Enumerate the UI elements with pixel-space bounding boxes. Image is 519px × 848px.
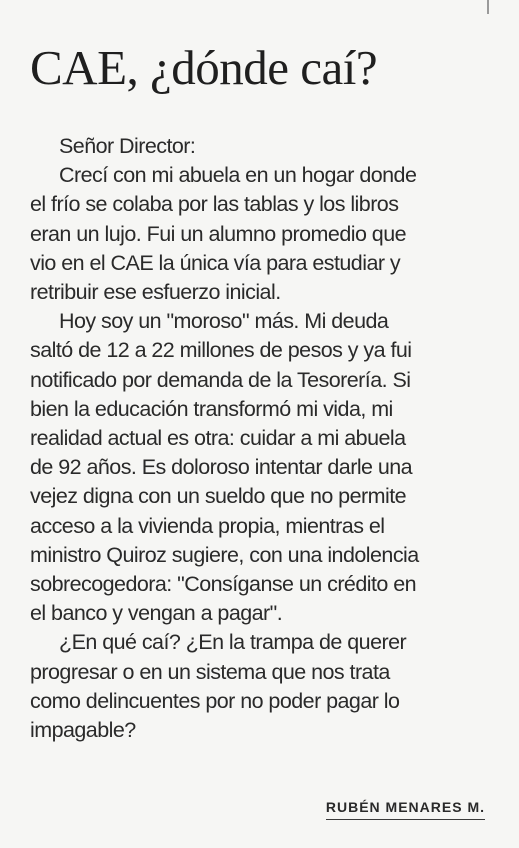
letter-line: vio en el CAE la única vía para estudiar y [30, 250, 401, 275]
letter-line: impagable? [30, 718, 136, 743]
letter-line: ministro Quiroz sugiere, con una indolencia [30, 542, 419, 567]
letter-line: eran un lujo. Fui un alumno promedio que [30, 221, 407, 246]
letter-signature: RUBÉN MENARES M. [326, 799, 485, 820]
letter-line: de 92 años. Es doloroso intentar darle una [30, 455, 413, 480]
letter-line: notificado por demanda de la Tesorería. Si [30, 367, 411, 392]
letter-line: saltó de 12 a 22 millones de pesos y ya fui [30, 338, 412, 363]
letter-line: acceso a la vivienda propia, mientras el [30, 513, 385, 538]
letter-line: Crecí con mi abuela en un hogar donde [59, 163, 417, 188]
letter-line: como delincuentes por no poder pagar lo [30, 688, 400, 713]
letter-headline: CAE, ¿dónde caí? [30, 40, 378, 95]
letter-body [30, 132, 492, 745]
letter-line: Hoy soy un "moroso" más. Mi deuda [59, 309, 389, 334]
letter-line: el banco y vengan a pagar". [30, 601, 283, 626]
letter-line: el frío se colaba por las tablas y los libros [30, 192, 399, 217]
letter-paragraphs [30, 161, 492, 745]
letter-line: ¿En qué caí? ¿En la trampa de querer [59, 630, 407, 655]
letter-line: vejez digna con un sueldo que no permite [30, 484, 407, 509]
cropped-previous-text [80, 0, 470, 6]
letter-line: bien la educación transformó mi vida, mi [30, 396, 393, 421]
column-divider [487, 0, 489, 14]
letter-line: retribuir ese esfuerzo inicial. [30, 280, 281, 305]
letter-line: realidad actual es otra: cuidar a mi abuela [30, 426, 406, 451]
letter-line: progresar o en un sistema que nos trata [30, 659, 390, 684]
letter-line: sobrecogedora: "Consíganse un crédito en [30, 572, 417, 597]
letter-salutation: Señor Director: [59, 134, 196, 158]
